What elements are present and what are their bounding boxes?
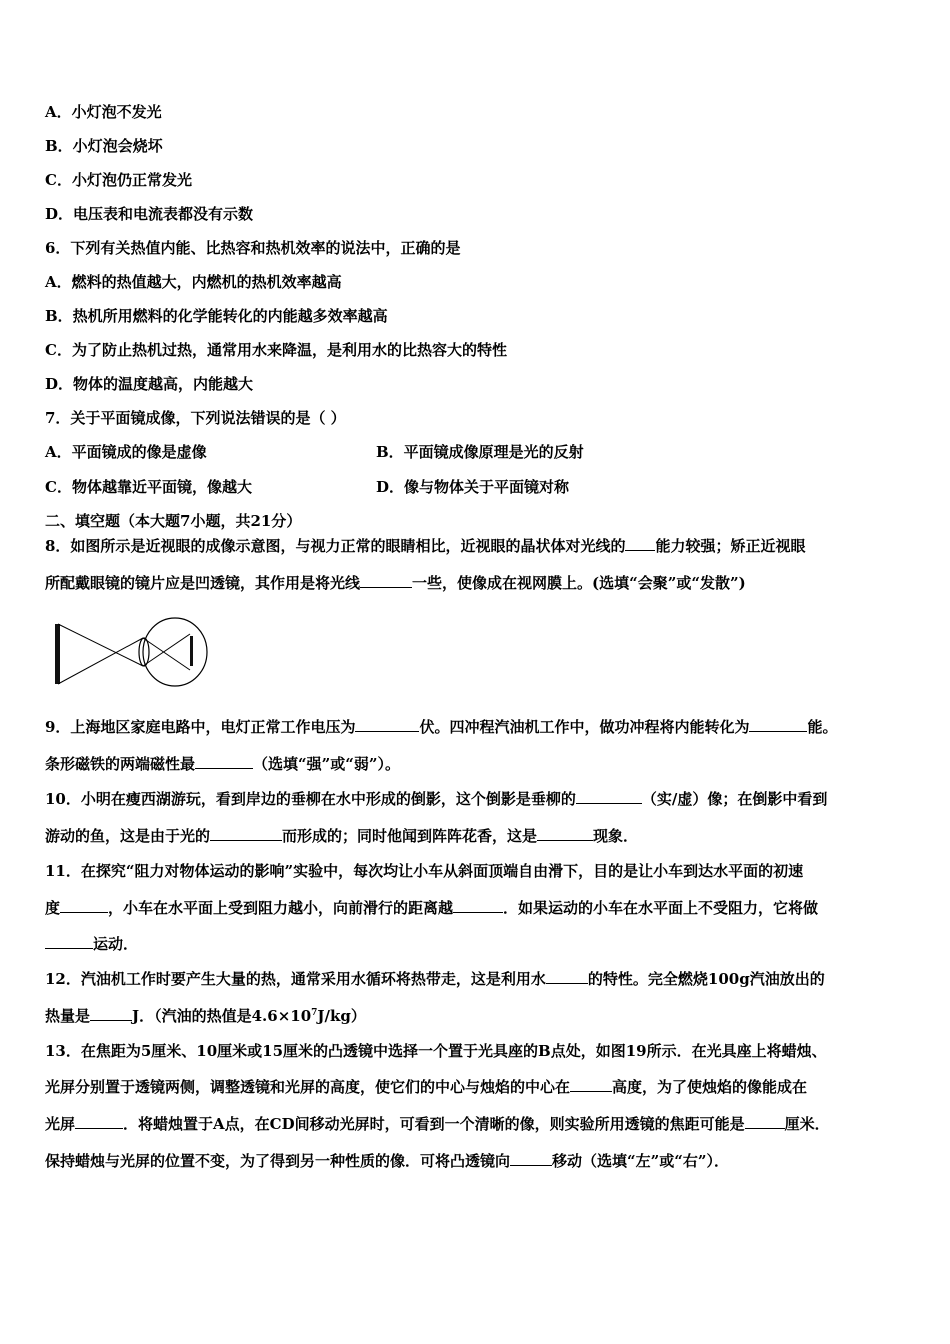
q5-option-b: B．小灯泡会烧坏 <box>45 137 163 155</box>
q9-text: 条形磁铁的两端磁性最 <box>45 755 196 773</box>
answer-blank <box>195 754 253 769</box>
q13-text: 保持蜡烛与光屏的位置不变，为了得到另一种性质的像．可将凸透镜向 <box>45 1152 511 1170</box>
q12-line-2 <box>45 1006 366 1026</box>
q10-text: 现象． <box>593 827 639 845</box>
q10-text: 而形成的；同时他闻到阵阵花香，这是 <box>282 827 538 845</box>
q13-text: 厘米． <box>784 1115 830 1133</box>
q11-line-1: 11．在探究“阻力对物体运动的影响”实验中，每次均让小车从斜面顶端自由滑下，目的是让小车到达水平面的初速 <box>45 862 804 880</box>
q10-line-2 <box>45 826 638 846</box>
q7-option-c: C．物体越靠近平面镜，像越大 <box>45 478 252 496</box>
q5-option-d: D．电压表和电流表都没有示数 <box>45 205 254 223</box>
q8-line-2 <box>45 573 746 593</box>
q11-text: ，小车在水平面上受到阻力越小，向前滑行的距离越 <box>108 899 454 917</box>
answer-blank <box>90 1006 132 1021</box>
image-bar <box>190 636 193 666</box>
q13-text: 光屏分别置于透镜两侧，调整透镜和光屏的高度，使它们的中心与烛焰的中心在 <box>45 1078 571 1096</box>
q10-text: （实/虚）像；在倒影中看到 <box>641 790 828 808</box>
q10-text: 10．小明在瘦西湖游玩，看到岸边的垂柳在水中形成的倒影，这个倒影是垂柳的 <box>45 790 576 808</box>
q12-text: J．（汽油的热值是4.6×10 <box>132 1007 312 1025</box>
section-heading: 二、填空题（本大题7小题，共21分） <box>45 512 302 530</box>
light-ray <box>143 634 190 666</box>
answer-blank <box>60 898 108 913</box>
answer-blank <box>210 826 282 841</box>
q12-text: 的特性。完全燃烧100g汽油放出的 <box>587 970 825 988</box>
q13-line-1: 13．在焦距为5厘米、10厘米或15厘米的凸透镜中选择一个置于光具座的B点处，如图19所示．在光具座上将蜡烛、 <box>45 1042 827 1060</box>
q13-line-3 <box>45 1114 830 1134</box>
q7-option-b: B．平面镜成像原理是光的反射 <box>376 443 584 461</box>
answer-blank <box>510 1151 552 1166</box>
q9-text: 9．上海地区家庭电路中，电灯正常工作电压为 <box>45 718 356 736</box>
q6-option-d: D．物体的温度越高，内能越大 <box>45 375 254 393</box>
answer-blank <box>570 1077 612 1092</box>
q11-text: 度 <box>45 899 61 917</box>
q9-line-2 <box>45 754 400 774</box>
q9-text: 能。 <box>807 718 838 736</box>
q7-option-d: D．像与物体关于平面镜对称 <box>376 478 570 496</box>
light-ray <box>143 638 190 670</box>
answer-blank <box>576 789 642 804</box>
q12-text: 热量是 <box>45 1007 91 1025</box>
q11-line-2 <box>45 898 818 918</box>
q6-option-a: A．燃料的热值越大，内燃机的热机效率越高 <box>45 273 342 291</box>
exponent: 7 <box>311 1008 318 1018</box>
q8-text: 8．如图所示是近视眼的成像示意图，与视力正常的眼睛相比，近视眼的晶状体对光线的 <box>45 537 626 555</box>
q11-line-3 <box>45 934 138 954</box>
q9-line-1 <box>45 717 837 737</box>
q12-line-1 <box>45 969 825 989</box>
q13-text: 光屏 <box>45 1115 76 1133</box>
q13-text: 高度，为了使烛焰的像能成在 <box>612 1078 808 1096</box>
q11-text: ．如果运动的小车在水平面上不受阻力，它将做 <box>503 899 819 917</box>
q8-text: 能力较强；矫正近视眼 <box>655 537 806 555</box>
q5-option-a: A．小灯泡不发光 <box>45 103 162 121</box>
answer-blank <box>625 536 655 551</box>
q8-line-1 <box>45 536 805 556</box>
answer-blank <box>546 969 588 984</box>
myopia-eye-diagram <box>45 614 215 690</box>
object-bar <box>55 624 60 684</box>
answer-blank <box>745 1114 785 1129</box>
q11-text: 运动． <box>93 935 139 953</box>
q13-line-4 <box>45 1151 729 1171</box>
answer-blank <box>749 717 807 732</box>
q8-text: 所配戴眼镜的镜片应是凹透镜，其作用是将光线 <box>45 574 361 592</box>
q6-option-c: C．为了防止热机过热，通常用水来降温，是利用水的比热容大的特性 <box>45 341 507 359</box>
q10-line-1 <box>45 789 827 809</box>
q7-option-a: A．平面镜成的像是虚像 <box>45 443 207 461</box>
q13-text: 移动（选填“左”或“右”）． <box>552 1152 730 1170</box>
answer-blank <box>453 898 503 913</box>
q13-text: ．将蜡烛置于A点，在CD间移动光屏时，可看到一个清晰的像，则实验所用透镜的焦距可能是 <box>123 1115 745 1133</box>
q9-text: 伏。四冲程汽油机工作中，做功冲程将内能转化为 <box>419 718 750 736</box>
eyeball <box>143 618 207 686</box>
q5-option-c: C．小灯泡仍正常发光 <box>45 171 192 189</box>
answer-blank <box>75 1114 123 1129</box>
q6-stem: 6．下列有关热值内能、比热容和热机效率的说法中，正确的是 <box>45 239 461 257</box>
answer-blank <box>355 717 419 732</box>
q6-option-b: B．热机所用燃料的化学能转化的内能越多效率越高 <box>45 307 388 325</box>
q12-text: 12．汽油机工作时要产生大量的热，通常采用水循环将热带走，这是利用水 <box>45 970 546 988</box>
q7-stem: 7．关于平面镜成像，下列说法错误的是（ ） <box>45 409 346 427</box>
answer-blank <box>537 826 593 841</box>
q12-text: J/kg） <box>317 1007 366 1025</box>
q8-text: 一些，使像成在视网膜上。(选填“会聚”或“发散”) <box>412 574 746 592</box>
answer-blank <box>360 573 412 588</box>
q13-line-2 <box>45 1077 807 1097</box>
q10-text: 游动的鱼，这是由于光的 <box>45 827 211 845</box>
answer-blank <box>45 934 93 949</box>
q9-text: （选填“强”或“弱”）。 <box>253 755 401 773</box>
